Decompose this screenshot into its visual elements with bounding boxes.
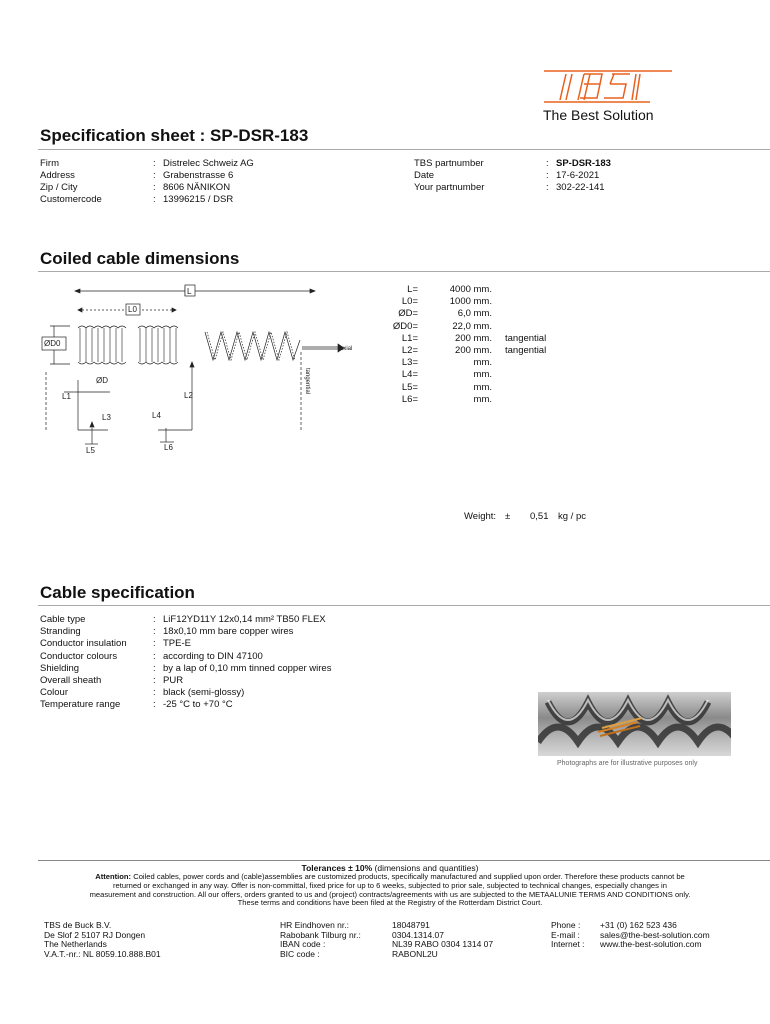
cable-spec-label: Cable type xyxy=(40,614,86,625)
divider xyxy=(38,605,770,606)
iban-label: IBAN code : xyxy=(280,939,326,949)
sep: : xyxy=(546,182,549,193)
cable-spec-value: by a lap of 0,10 mm tinned copper wires xyxy=(163,662,332,674)
dimension-value: 6,0 mm. xyxy=(457,308,492,320)
cable-spec-label: Colour xyxy=(40,687,68,699)
phone-label: Phone : xyxy=(551,920,581,930)
company-address: De Slof 2 5107 RJ Dongen xyxy=(44,929,146,940)
customercode-label: Customercode xyxy=(40,194,102,205)
cable-spec-value: LiF12YD11Y 12x0,14 mm² TB50 FLEX xyxy=(163,614,326,625)
footer-bank-values xyxy=(392,921,493,959)
dim-label-D: ØD xyxy=(96,376,108,385)
weight-unit: kg / pc xyxy=(558,511,586,522)
dimension-label: L5= xyxy=(401,381,418,393)
sep: : xyxy=(153,638,156,650)
sep: : xyxy=(153,158,156,169)
rabobank-value: 0304.1314.07 xyxy=(392,929,444,940)
divider xyxy=(38,271,770,272)
firm-label: Firm xyxy=(40,158,59,169)
cable-spec-value: 18x0,10 mm bare copper wires xyxy=(163,626,294,638)
dimension-label: L6= xyxy=(401,393,418,405)
attention-line2: returned or exchanged in any way. Offer is non-committal, fixed price for up to 6 weeks, subjected to prior sale, subjected to technical changes, especially changes in xyxy=(113,880,667,890)
dim-label-L: L xyxy=(187,287,192,296)
dim-label-L1: L1 xyxy=(62,392,71,401)
bic-label: BIC code : xyxy=(280,948,320,959)
dim-label-tangential: tangential xyxy=(304,368,310,395)
footer-contact-values xyxy=(600,921,710,950)
logo xyxy=(540,66,680,108)
zip-value: 8606 NÄNIKON xyxy=(163,182,231,193)
bic-value: RABONL2U xyxy=(392,948,438,959)
dim-label-L2: L2 xyxy=(184,391,193,400)
attention-bold: Attention: xyxy=(95,872,132,881)
dim-label-L6: L6 xyxy=(164,443,173,452)
dim-label-L5: L5 xyxy=(86,446,95,455)
dimension-label: ØD0= xyxy=(392,320,418,332)
weight-label: Weight: xyxy=(464,511,497,522)
dimension-label: ØD= xyxy=(398,308,418,320)
footer-bank-labels xyxy=(280,921,361,959)
dimension-label: L2= xyxy=(401,345,418,356)
dimension-value: mm. xyxy=(473,393,492,405)
email-link[interactable]: sales@the-best-solution.com xyxy=(600,929,710,940)
sep: : xyxy=(153,675,156,686)
rabobank-label: Rabobank Tilburg nr.: xyxy=(280,929,361,940)
dimension-label: L= xyxy=(407,284,418,295)
divider xyxy=(38,149,770,150)
dim-label-axial: axial xyxy=(340,346,353,352)
dim-label-L4: L4 xyxy=(152,411,161,420)
iban-value: NL39 RABO 0304 1314 07 xyxy=(392,939,494,949)
cable-spec-value: black (semi-glossy) xyxy=(163,687,245,699)
dimension-value: 1000 mm. xyxy=(449,296,492,308)
your-partnumber-value: 302-22-141 xyxy=(556,182,605,193)
dimension-note: tangential xyxy=(505,332,547,344)
attention-line4: These terms and conditions have been filed at the Registry of the Rotterdam District Court. xyxy=(237,898,543,908)
cable-spec-label: Shielding xyxy=(40,662,80,674)
tolerances-rest: (dimensions and quantities) xyxy=(372,863,479,873)
dimension-label: L1= xyxy=(401,332,418,344)
cable-spec-value: according to DIN 47100 xyxy=(163,650,263,662)
zip-label: Zip / City xyxy=(40,182,78,193)
sep: : xyxy=(153,650,156,662)
coiled-cable-photo-icon xyxy=(538,692,731,756)
dimension-value: 200 mm. xyxy=(455,332,492,344)
dim-label-L0: L0 xyxy=(128,305,137,314)
sep: : xyxy=(153,699,156,711)
dimension-value: 4000 mm. xyxy=(449,284,492,295)
date-value: 17-6-2021 xyxy=(556,170,600,181)
dimension-note: tangential xyxy=(505,345,547,356)
footer-contact-labels xyxy=(551,921,585,950)
address-label: Address xyxy=(40,170,75,181)
sep: : xyxy=(153,626,156,638)
tbs-partnumber-label: TBS partnumber xyxy=(414,158,484,169)
company-name: TBS de Buck B.V. xyxy=(44,920,112,930)
phone-value[interactable]: +31 (0) 162 523 436 xyxy=(600,920,677,930)
internet-label: Internet : xyxy=(551,939,585,949)
cable-spec-value: PUR xyxy=(163,675,184,686)
hr-value: 18048791 xyxy=(392,920,430,930)
cable-photo xyxy=(538,692,731,756)
weight-pm: ± xyxy=(505,511,511,522)
dimension-value: 200 mm. xyxy=(455,345,492,356)
attention-block xyxy=(0,873,770,908)
cable-spec-label: Conductor insulation xyxy=(40,638,127,650)
email-label: E-mail : xyxy=(551,929,580,940)
section-dimensions-title: Coiled cable dimensions xyxy=(40,249,240,268)
cable-spec-label: Stranding xyxy=(40,626,81,638)
dimension-label: L3= xyxy=(401,357,418,369)
company-vat: V.A.T.-nr.: NL 8059.10.888.B01 xyxy=(44,948,161,959)
coil-drawing xyxy=(40,280,370,460)
sep: : xyxy=(546,170,549,181)
dimension-value: mm. xyxy=(473,369,492,381)
divider xyxy=(38,860,770,861)
sep: : xyxy=(153,170,156,181)
attention-line1: Coiled cables, power cords and (cable)assemblies are customized products, specifically manufactured and supplied upon order. Therefore these products cannot be xyxy=(131,872,685,881)
customercode-value: 13996215 / DSR xyxy=(163,194,234,205)
address-value: Grabenstrasse 6 xyxy=(163,170,234,181)
footer-company xyxy=(44,921,161,959)
cable-spec-value: TPE-E xyxy=(163,638,191,650)
hr-label: HR Eindhoven nr.: xyxy=(280,920,349,930)
dimension-value: mm. xyxy=(473,381,492,393)
tolerances-bold: Tolerances ± 10% xyxy=(301,863,373,873)
dimension-label: L0= xyxy=(401,296,418,308)
weight-value: 0,51 xyxy=(530,511,549,522)
cable-spec-label: Overall sheath xyxy=(40,675,102,686)
sep: : xyxy=(546,158,549,169)
dim-label-D0: ØD0 xyxy=(44,339,61,348)
dimension-value: 22,0 mm. xyxy=(452,320,492,332)
dimension-value: mm. xyxy=(473,357,492,369)
coil-diagram-icon xyxy=(40,280,370,460)
sep: : xyxy=(153,182,156,193)
company-country: The Netherlands xyxy=(44,939,107,949)
brand-tagline: The Best Solution xyxy=(543,107,654,123)
attention-line3: measurement and construction. All our offers, orders granted to us and (project) contracts/agreements with us are subjected to the METAALUNIE TERMS AND CONDITIONS only. xyxy=(89,889,691,899)
dim-label-L3: L3 xyxy=(102,413,111,422)
section-cable-title: Cable specification xyxy=(40,583,195,602)
cable-spec-value: -25 °C to +70 °C xyxy=(163,699,233,711)
cable-spec-label: Temperature range xyxy=(40,699,121,711)
page-title: Specification sheet : SP-DSR-183 xyxy=(40,126,309,145)
dimension-label: L4= xyxy=(401,369,418,381)
firm-value: Distrelec Schweiz AG xyxy=(163,158,254,169)
cable-spec-label: Conductor colours xyxy=(40,650,118,662)
date-label: Date xyxy=(414,170,435,181)
photo-caption: Photographs are for illustrative purposes only xyxy=(557,760,698,767)
sep: : xyxy=(153,687,156,699)
tbs-logo-icon xyxy=(540,66,680,108)
sep: : xyxy=(153,194,156,205)
your-partnumber-label: Your partnumber xyxy=(414,182,485,193)
sep: : xyxy=(153,662,156,674)
tbs-partnumber-value: SP-DSR-183 xyxy=(556,158,611,169)
sep: : xyxy=(153,614,156,625)
website-link[interactable]: www.the-best-solution.com xyxy=(600,939,702,949)
